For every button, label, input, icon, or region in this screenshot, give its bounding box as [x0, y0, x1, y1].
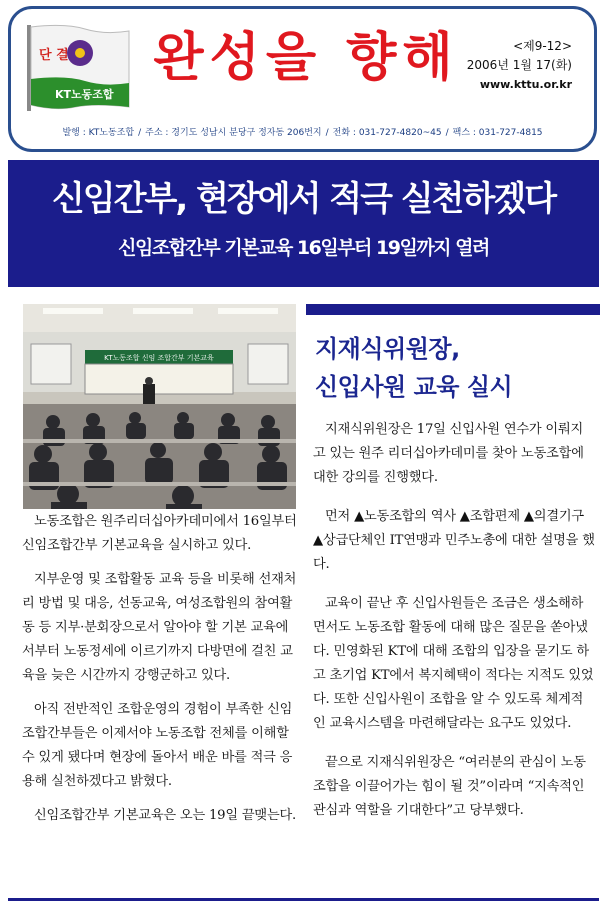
side-title-line1: 지재식위원장,	[315, 335, 460, 363]
footer-rule	[8, 898, 599, 901]
article-paragraph: 신임조합간부 기본교육은 오는 19일 끝맺는다.	[34, 808, 297, 823]
article-paragraph: 아직 전반적인 조합운영의 경험이 부족한 신임조합간부들은 이제서야 노동조합 전체를 이해할 수 있게 됐다며 현장에 돌아서 배운 바를 적극 응용해 실천하겠다고 밝혔다.	[22, 702, 293, 789]
issue-number: <제9-12>	[513, 39, 572, 53]
publisher-info: 발행 : KT노동조합 / 주소 : 경기도 성남시 분당구 정자동 206번지 / 전화 : 031-727-4820~45 / 팩스 : 031-727-4815	[62, 128, 543, 138]
side-title-line2: 신입사원 교육 실시	[315, 373, 513, 401]
classroom-image	[23, 304, 296, 509]
union-flag-logo	[25, 23, 131, 111]
issue-info	[467, 37, 572, 94]
address: 주소 : 경기도 성남시 분당구 정자동 206번지	[145, 128, 322, 138]
article-paragraph: 지부운영 및 조합활동 교육 등을 비롯해 선재처리 방법 및 대응, 선동교육, 여성조합원의 참여활동 등 지부·분회장으로서 알아야 할 기본 교육에서부터 노동정세에 이르기까지 다방면에 걸친 교육을 늦은 시간까지 강행군하고 있다.	[22, 572, 297, 683]
masthead	[8, 6, 597, 152]
left-article	[22, 510, 300, 838]
publisher: 발행 : KT노동조합	[62, 128, 135, 138]
article-paragraph: 끝으로 지재식위원장은 “여러분의 관심이 노동조합을 이끌어가는 힘이 될 것”이라며 “지속적인 관심과 역할을 기대한다”고 당부했다.	[313, 755, 586, 818]
sub-headline: 신임조합간부 기본교육 16일부터 19일까지 열려	[118, 237, 489, 259]
website-url: www.kttu.or.kr	[479, 78, 572, 91]
banner-in-photo: KT노동조합 신임 조합간부 기본교육	[104, 354, 214, 362]
article-paragraph: 교육이 끝난 후 신입사원들은 조금은 생소해하면서도 노동조합 활동에 대해 많은 질문을 쏟아냈다. 민영화된 KT에 대해 조합의 입장을 묻기도 하고 초기업 KT에서 복지혜택이 적다는 지적도 있었다. 또한 신입사원이 조합을 알 수 있도록 체계적인 교육시스템을 마련해달라는 요구도 있었다.	[313, 596, 594, 731]
issue-date: 2006년 1월 17(화)	[466, 58, 572, 72]
right-article	[313, 418, 595, 838]
section-rule	[306, 304, 600, 315]
side-article-title	[315, 330, 600, 406]
headline-banner	[8, 160, 599, 287]
newsletter-title: 완성을 향해	[153, 28, 459, 88]
article-paragraph: 지재식위원장은 17일 신입사원 연수가 이뤄지고 있는 원주 리더십아카데미를 찾아 노동조합에 대한 강의를 진행했다.	[313, 422, 584, 485]
phone: 전화 : 031-727-4820~45	[332, 128, 442, 138]
article-paragraph: 노동조합은 원주리더십아카데미에서 16일부터 신임조합간부 기본교육을 실시하고 있다.	[22, 514, 297, 553]
flag-text-left: 단 결	[39, 48, 69, 63]
lecture-hall-photo	[23, 304, 296, 509]
article-paragraph: 먼저 ▲노동조합의 역사 ▲조합편제 ▲의결기구 ▲상급단체인 IT연맹과 민주노총에 대한 설명을 했다.	[313, 509, 595, 572]
fax: 팩스 : 031-727-4815	[452, 128, 543, 138]
flag-text-bottom: KT노동조합	[55, 88, 114, 101]
main-headline: 신임간부, 현장에서 적극 실천하겠다	[51, 179, 556, 219]
